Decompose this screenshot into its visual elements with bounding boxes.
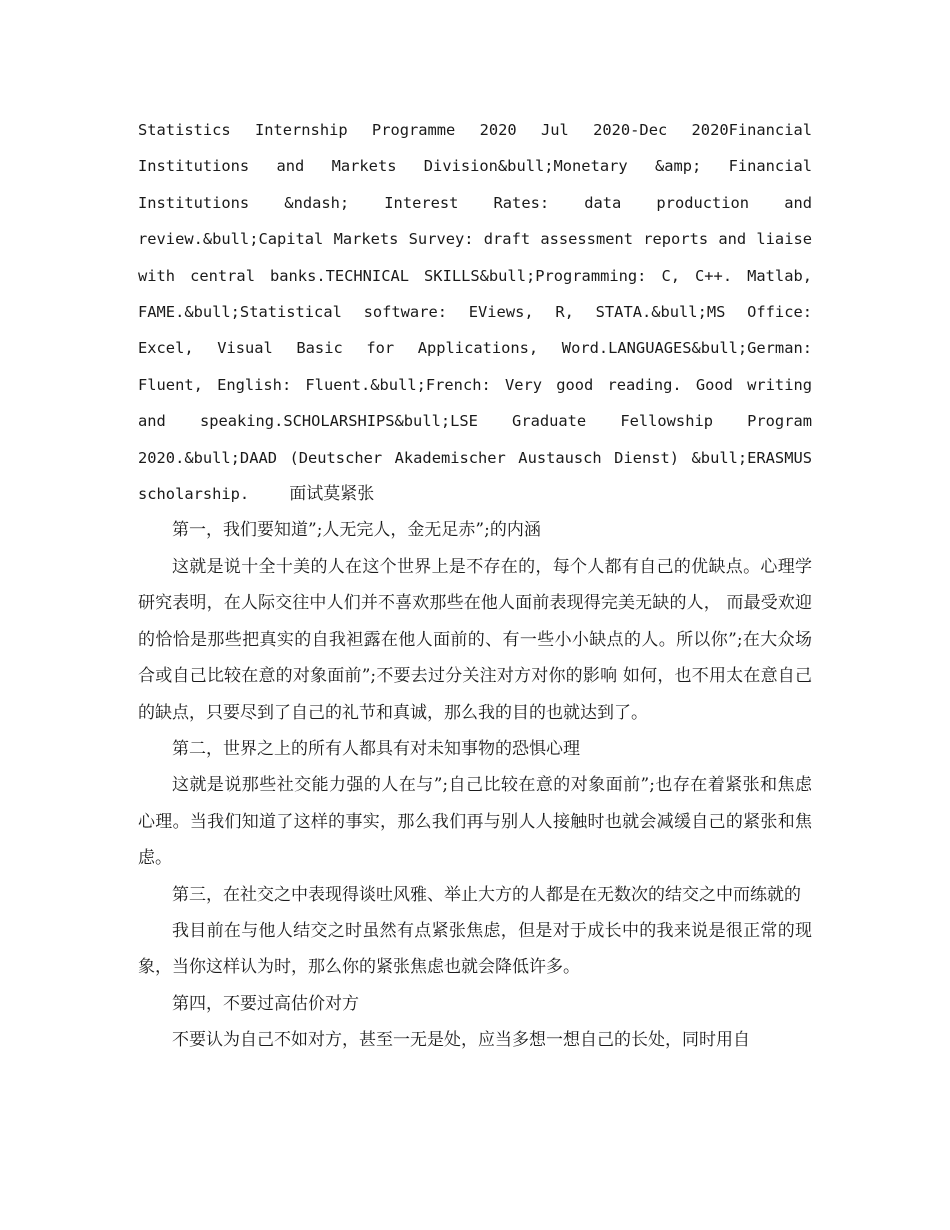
paragraph-5: 第三，在社交之中表现得谈吐风雅、举止大方的人都是在无数次的结交之中而练就的 [172,884,801,905]
english-resume-block [138,112,812,512]
paragraph-7: 第四，不要过高估价对方 [172,993,359,1014]
paragraph-3: 第二，世界之上的所有人都具有对未知事物的恐惧心理 [172,738,580,759]
paragraph-1: 第一，我们要知道”;人无完人，金无足赤”;的内涵 [172,520,541,541]
section-title: 面试莫紧张 [289,484,375,505]
paragraph-8: 不要认为自己不如对方，甚至一无是处，应当多想一想自己的长处，同时用自 [172,1030,750,1051]
document-page [138,112,812,1059]
paragraph-2: 这就是说十全十美的人在这个世界上是不存在的，每个人都有自己的优缺点。心理学研究表明，在人际交往中人们并不喜欢那些在他人面前表现得完美无缺的人， 而最受欢迎的恰恰是那些把真实的自我袒露在他人面前的、有一些小小缺点的人。所以你”;在大众场合或自己比较在意的对象面前”;不要去过分关注对方对你的影响 如何，也不用太在意自己的缺点，只要尽到了自己的礼节和真诚，那么我的目的也就达到了。 [138,556,812,723]
paragraph-6: 我目前在与他人结交之时虽然有点紧张焦虑，但是对于成长中的我来说是很正常的现象，当你这样认为时，那么你的紧张焦虑也就会降低许多。 [138,920,812,978]
paragraph-4: 这就是说那些社交能力强的人在与”;自己比较在意的对象面前”;也存在着紧张和焦虑心理。当我们知道了这样的事实，那么我们再与别人人接触时也就会减缓自己的紧张和焦虑。 [138,775,812,869]
english-resume-text: Statistics Internship Programme 2020 Jul 2020-Dec 2020Financial Institutions and Markets Division&bull;Monetary &amp; Financial Institutions &ndash; Interest Rates: data production and review.&bull;Capital Markets Survey: draft assessment reports and liaise with central banks.TECHNICAL SKILLS&bull;Programming: C, C++. Matlab, FAME.&bull;Statistical software: EViews, R, STATA.&bull;MS Office: Excel, Visual Basic for Applications, Word.LANGUAGES&bull;German: Fluent, English: Fluent.&bull;French: Very good reading. Good writing and speaking.SCHOLARSHIPS&bull;LSE Graduate Fellowship Program 2020.&bull;DAAD (Deutscher Akademischer Austausch Dienst) &bull;ERASMUS scholarship. [138,121,812,504]
